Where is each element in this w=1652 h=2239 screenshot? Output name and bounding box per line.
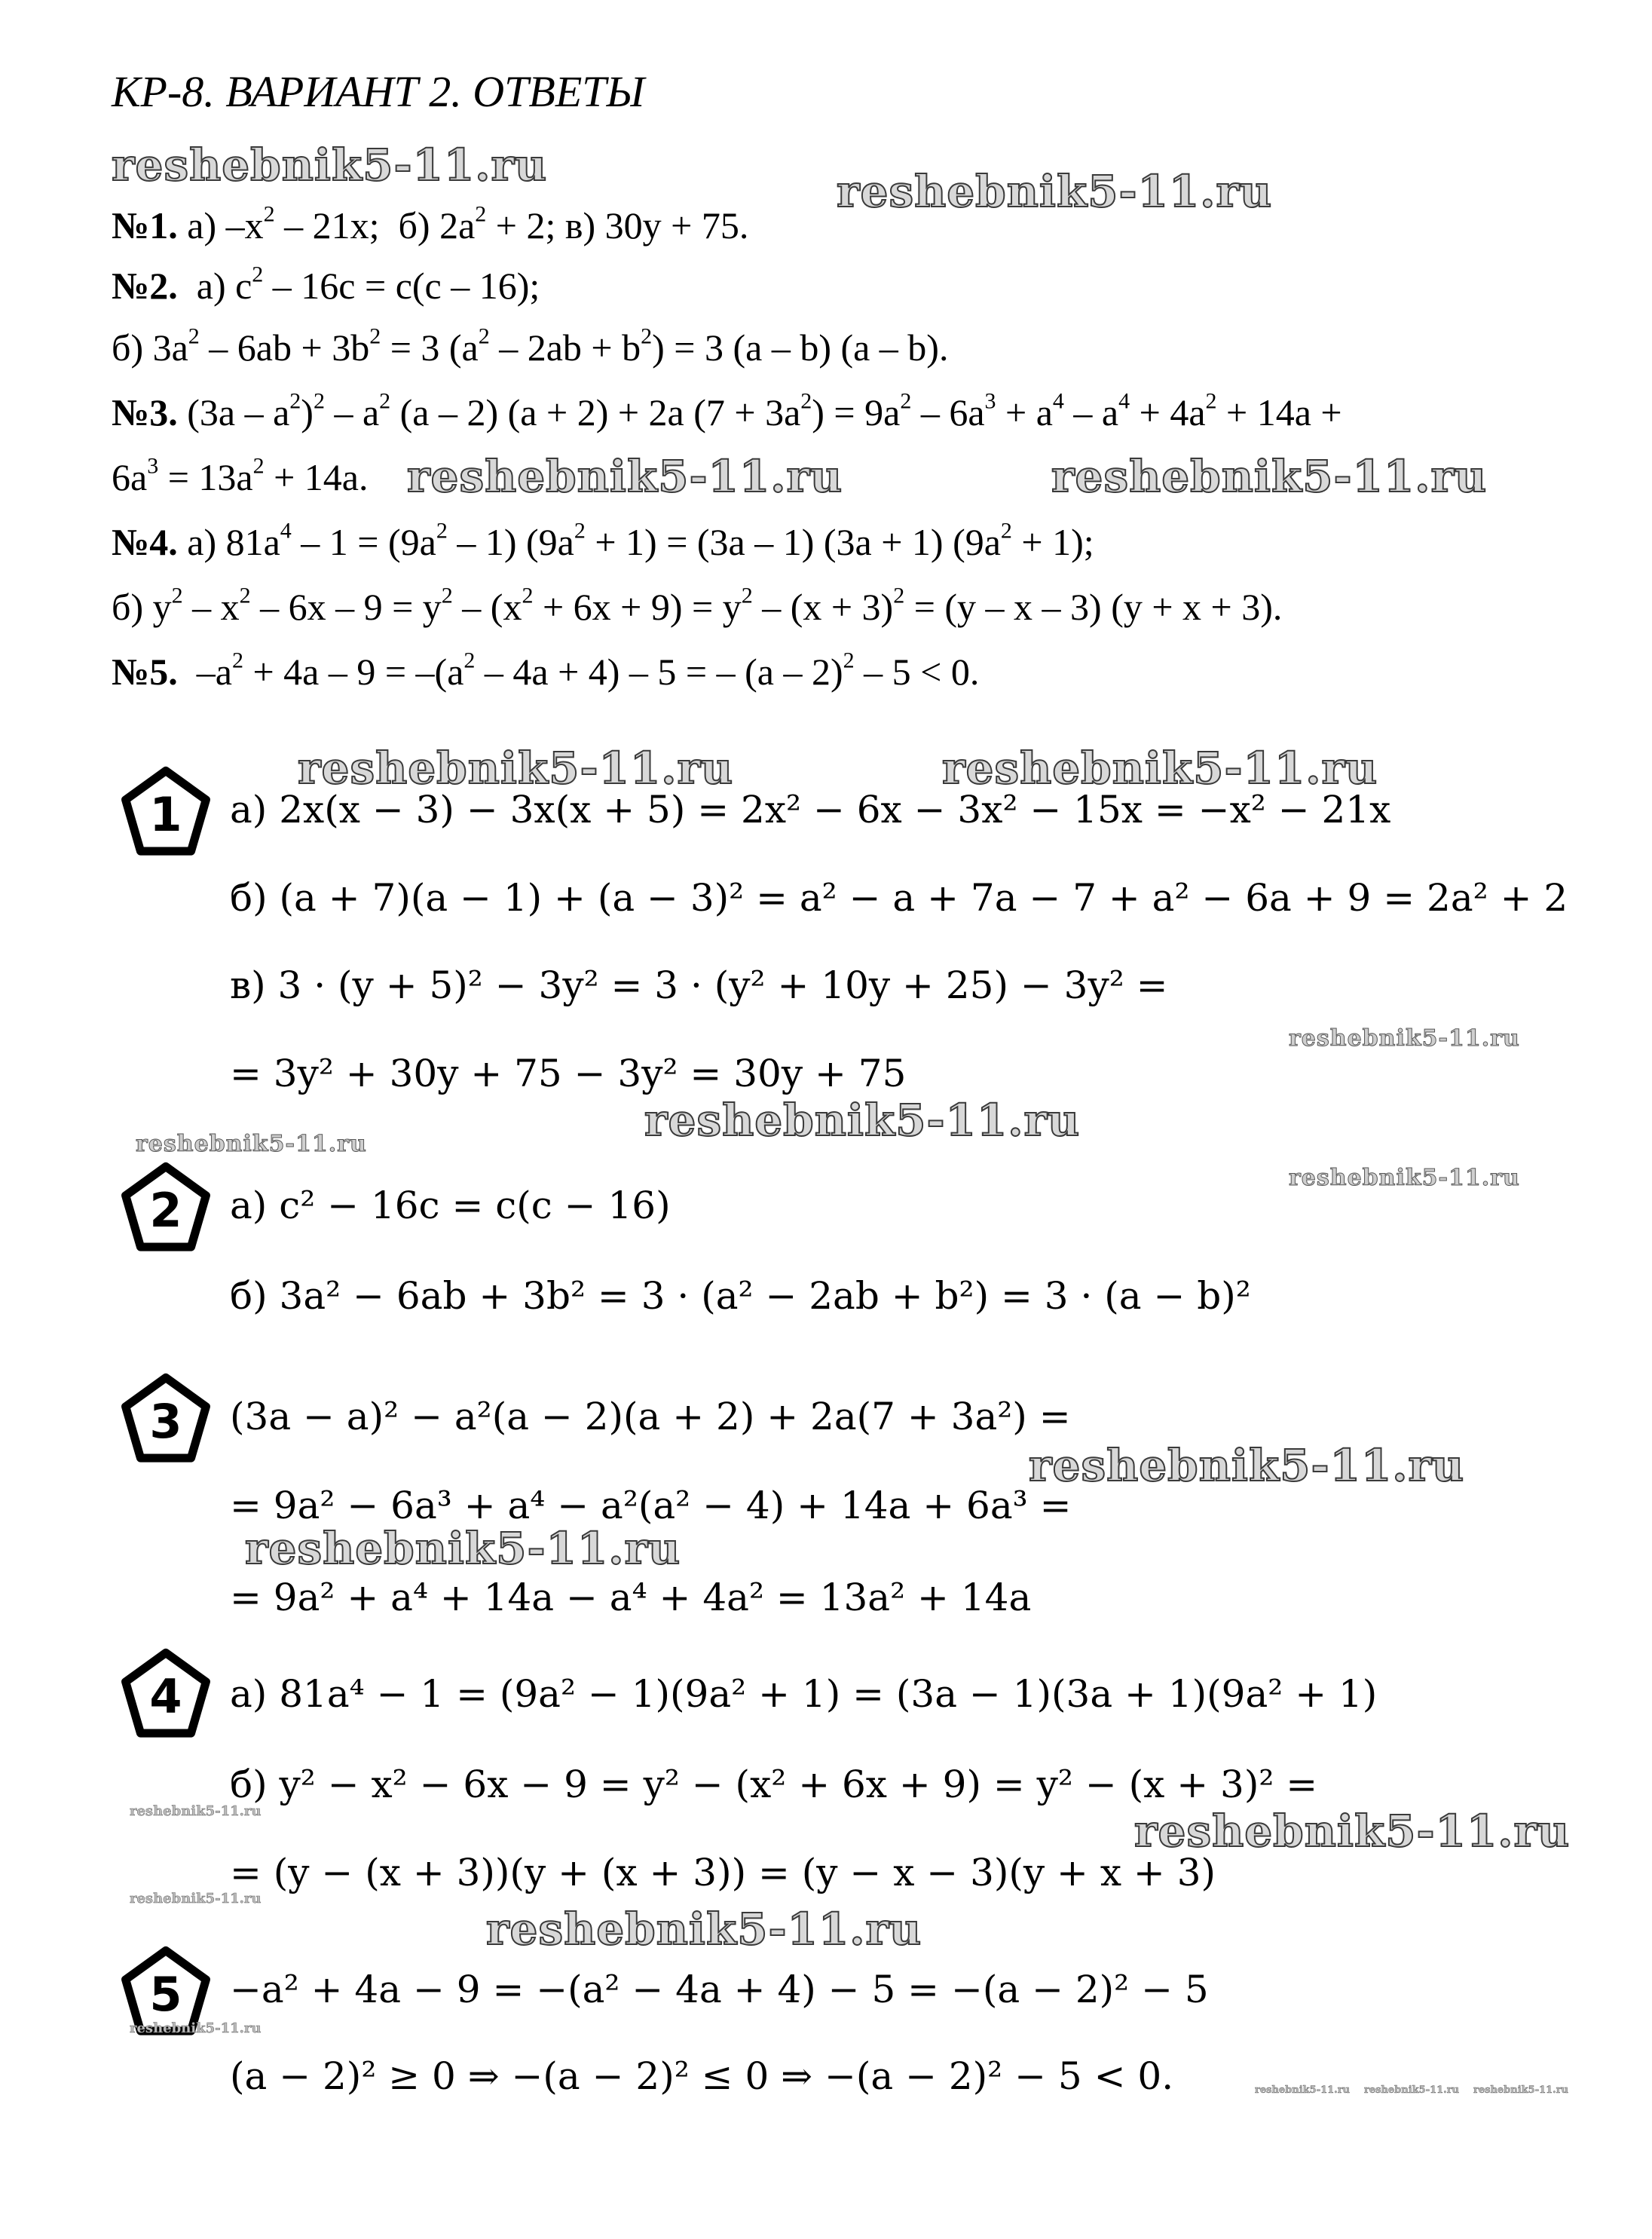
watermark: reshebnik5-11.ru (837, 166, 1273, 217)
answer-4b: б) $y^2 - x^2 - 6x - 9 = y^2 - (x^2 + 6x + 9) = y^2 - (x + 3)^2 = (y - x - 3) (y + x + 3)$. (112, 583, 1283, 628)
answer-4a: №4. а) $81a^4 - 1 = (9a^2 - 1) (9a^2 + 1) = (3a - 1) (3a + 1) (9a^2 + 1)$; (112, 518, 1094, 563)
watermark: reshebnik5-11.ru (130, 1891, 262, 1907)
solution-3-line-2: = 9a² − 6a³ + a⁴ − a²(a² − 4) + 14a + 6a³ = (230, 1484, 1072, 1527)
page-title: КР-8. ВАРИАНТ 2. ОТВЕТЫ (112, 67, 645, 116)
solution-3-line-1: (3a − a)² − a²(a − 2)(a + 2) + 2a(7 + 3a²) = (230, 1395, 1071, 1438)
svg-text:4: 4 (149, 1668, 182, 1724)
watermark: reshebnik5-11.ru (136, 1131, 367, 1157)
solution-2-line-b: б) 3a² − 6ab + 3b² = 3 · (a² − 2ab + b²) = 3 · (a − b)² (230, 1274, 1251, 1318)
solution-5-line-1: −a² + 4a − 9 = −(a² − 4a + 4) − 5 = −(a − 2)² − 5 (230, 1968, 1209, 2011)
svg-text:3: 3 (149, 1393, 182, 1449)
solution-1-line-c: в) 3 · (y + 5)² − 3y² = 3 · (y² + 10y + 25) − 3y² = (230, 963, 1168, 1007)
watermark: reshebnik5-11.ru (130, 2020, 262, 2036)
solution-4-line-b: б) y² − x² − 6x − 9 = y² − (x² + 6x + 9) = y² − (x + 3)² = (230, 1763, 1318, 1806)
answer-5: №5. $-a^2 + 4a - 9 = -(a^2 - 4a + 4) - 5$ = – (a – 2)$^2$ – 5 < 0. (112, 648, 980, 693)
watermark: reshebnik5-11.ru (1289, 1165, 1520, 1191)
watermark: reshebnik5-11.ru (644, 1095, 1081, 1146)
pentagon-badge-4 (119, 1647, 213, 1741)
watermark: reshebnik5-11.ru (407, 451, 843, 502)
svg-text:1: 1 (149, 786, 182, 842)
solution-3-line-3: = 9a² + a⁴ + 14a − a⁴ + 4a² = 13a² + 14a (230, 1576, 1032, 1619)
watermark: reshebnik5-11.ru (245, 1523, 681, 1574)
svg-text:2: 2 (149, 1182, 182, 1238)
solution-1-line-b: б) (a + 7)(a − 1) + (a − 3)² = a² − a + 7a − 7 + a² − 6a + 9 = 2a² + 2 (230, 876, 1568, 920)
answer-1: №1. а) $-x^2 - 21x$; б) $2a^2 + 2$; в) 30y + 75. (112, 201, 749, 247)
pentagon-badge-1 (119, 765, 213, 859)
watermark: reshebnik5-11.ru (130, 1803, 262, 1819)
watermark: reshebnik5-11.ru (298, 743, 734, 794)
watermark: reshebnik5-11.ru (112, 139, 548, 191)
watermark: reshebnik5-11.ru (1473, 2084, 1569, 2096)
watermark: reshebnik5-11.ru (1255, 2084, 1351, 2096)
answer-2a: №2. а) $c^2 - 16c = c(c - 16)$; (112, 262, 540, 307)
svg-text:5: 5 (149, 1966, 182, 2022)
watermark: reshebnik5-11.ru (1029, 1440, 1465, 1491)
answer-2b: б) $3a^2 - 6ab + 3b^2 = 3$ $(a^2 - 2ab + b^2) = 3$ (a – b) (a – b). (112, 323, 949, 369)
solution-4-line-a: а) 81a⁴ − 1 = (9a² − 1)(9a² + 1) = (3a − 1)(3a + 1)(9a² + 1) (230, 1672, 1378, 1716)
watermark: reshebnik5-11.ru (1364, 2084, 1460, 2096)
watermark: reshebnik5-11.ru (486, 1904, 922, 1955)
solution-2-line-a: а) c² − 16c = c(c − 16) (230, 1184, 671, 1227)
pentagon-badge-3 (119, 1372, 213, 1466)
watermark: reshebnik5-11.ru (942, 743, 1378, 794)
answer-3: №3. $(3a - a^2)^2 - a^2$ (a – 2) (a + 2) + 2a $(7 + 3a^2) = 9a^2 - 6a^3 + a^4 - a^4 + 4a^2 + 14a$ + (112, 388, 1342, 433)
pentagon-badge-2 (119, 1161, 213, 1254)
answer-3-cont: $6a^3 = 13a^2 + 14a$. (112, 453, 369, 498)
watermark: reshebnik5-11.ru (1134, 1806, 1571, 1857)
solution-1-line-d: = 3y² + 30y + 75 − 3y² = 30y + 75 (230, 1052, 907, 1095)
solution-5-line-2: (a − 2)² ≥ 0 ⇒ −(a − 2)² ≤ 0 ⇒ −(a − 2)² − 5 < 0. (230, 2054, 1174, 2098)
solution-1-line-a: а) 2x(x − 3) − 3x(x + 5) = 2x² − 6x − 3x² − 15x = −x² − 21x (230, 788, 1391, 832)
watermark: reshebnik5-11.ru (1051, 451, 1488, 502)
watermark: reshebnik5-11.ru (1289, 1025, 1520, 1052)
solution-4-line-c: = (y − (x + 3))(y + (x + 3)) = (y − x − 3)(y + x + 3) (230, 1851, 1216, 1894)
